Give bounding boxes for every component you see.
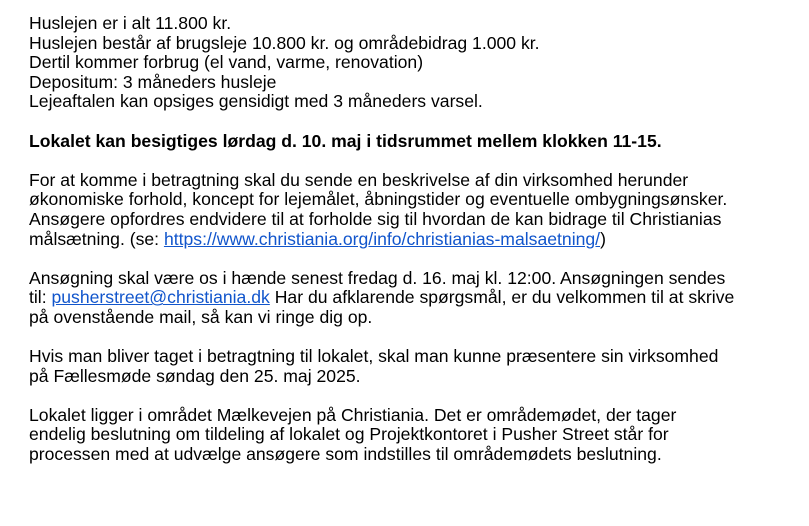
presentation-paragraph (29, 347, 799, 386)
presentation-line-2: på Fællesmøde søndag den 25. maj 2025. (29, 365, 361, 386)
rent-paragraph (29, 14, 799, 112)
location-paragraph (29, 406, 799, 465)
location-line-2: endelig beslutning om tildeling af lokalet og Projektkontoret i Pusher Street står for (29, 424, 669, 445)
viewing-paragraph (29, 132, 799, 152)
application-line-1: For at komme i betragtning skal du sende en beskrivelse af din virksomhed herunder (29, 169, 689, 190)
application-line-2: økonomiske forhold, koncept for lejemålet, åbningstider og eventuelle ombygningsønsker. (29, 189, 728, 210)
application-line-4-prefix: målsætning. (se: (29, 228, 164, 249)
application-line-4-suffix: ) (600, 228, 606, 249)
notice-line: Lejeaftalen kan opsiges gensidigt med 3 måneders varsel. (29, 91, 483, 112)
utilities-line: Dertil kommer forbrug (el vand, varme, renovation) (29, 52, 424, 73)
malsaetning-link[interactable]: https://www.christiania.org/info/christianias-malsaetning/ (163, 228, 601, 249)
application-line-4 (29, 230, 799, 250)
application-line-3: Ansøgere opfordres endvidere til at forholde sig til hvordan de kan bidrage til Christianias (29, 208, 722, 229)
location-line-3: processen med at udvælge ansøgere som indstilles til områdemødets beslutning. (29, 444, 662, 465)
deadline-paragraph (29, 269, 799, 328)
deposit-line: Depositum: 3 måneders husleje (29, 71, 277, 92)
application-paragraph (29, 171, 799, 249)
email-link[interactable]: pusherstreet@christiania.dk (51, 287, 270, 308)
rent-total-line: Huslejen er i alt 11.800 kr. (29, 13, 232, 33)
rent-breakdown-line: Huslejen består af brugsleje 10.800 kr. og områdebidrag 1.000 kr. (29, 32, 540, 53)
deadline-line-2 (29, 288, 799, 308)
deadline-line-2-prefix: til: (29, 287, 52, 308)
document-body (29, 14, 799, 484)
location-line-1: Lokalet ligger i området Mælkevejen på Christiania. Det er områdemødet, der tager (29, 404, 677, 425)
viewing-line: Lokalet kan besigtiges lørdag d. 10. maj i tidsrummet mellem klokken 11-15. (29, 130, 662, 151)
deadline-line-1: Ansøgning skal være os i hænde senest fredag d. 16. maj kl. 12:00. Ansøgningen sendes (29, 267, 726, 288)
deadline-line-2-suffix: Har du afklarende spørgsmål, er du velkommen til at skrive (269, 287, 735, 308)
deadline-line-3: på ovenstående mail, så kan vi ringe dig op. (29, 306, 373, 327)
presentation-line-1: Hvis man bliver taget i betragtning til lokalet, skal man kunne præsentere sin virksomhed (29, 346, 719, 367)
